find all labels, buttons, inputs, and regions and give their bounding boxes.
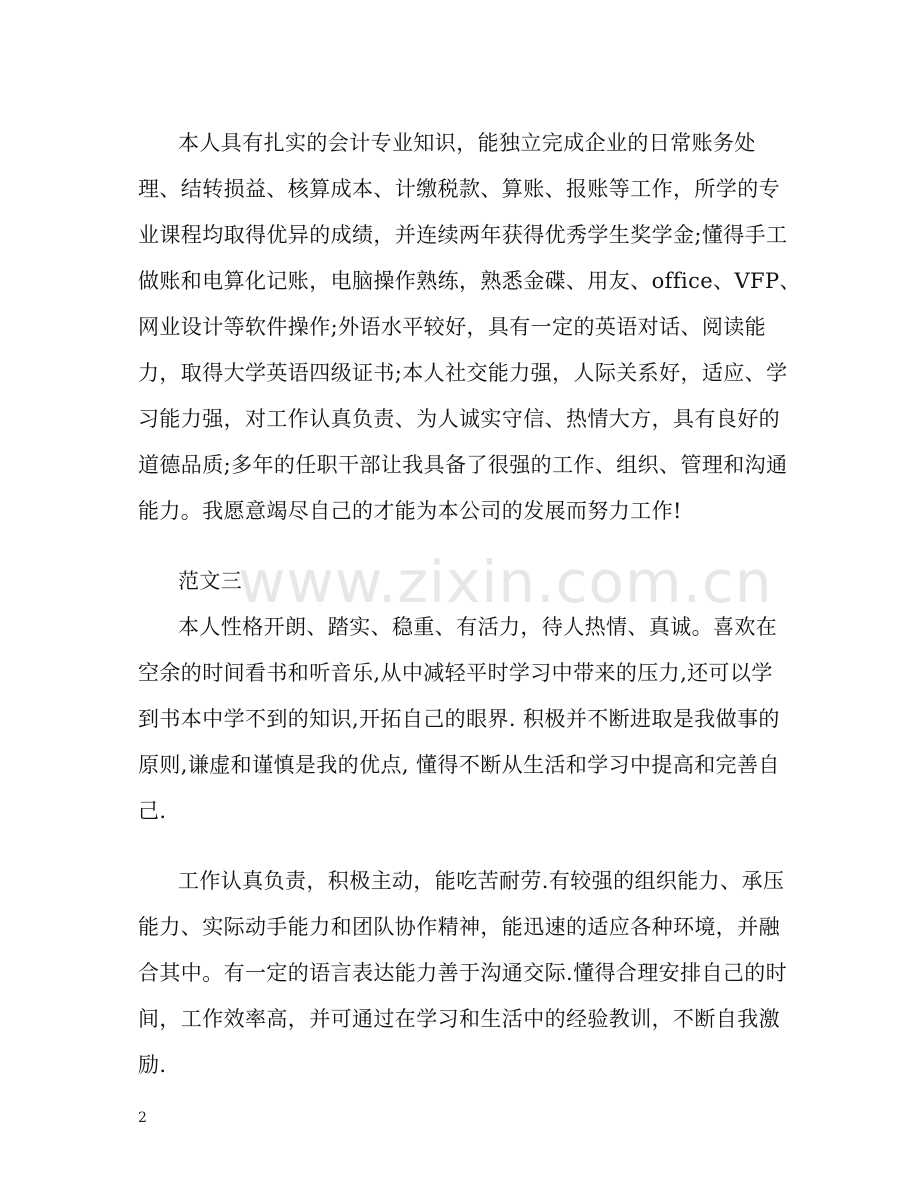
paragraph-accounting-skills — [138, 120, 801, 534]
text-line: 合其中。有一定的语言表达能力善于沟通交际.懂得合理安排自己的时 — [138, 961, 788, 985]
paragraph-gap — [138, 834, 782, 858]
text-line: 己. — [138, 799, 167, 823]
section-heading: 范文三 — [178, 569, 243, 593]
text-line: 业课程均取得优异的成绩，并连续两年获得优秀学生奖学金;懂得手工 — [138, 223, 788, 247]
text-line: 道德品质;多年的任职干部让我具备了很强的工作、组织、管理和沟通 — [138, 453, 788, 477]
text-line: 力，取得大学英语四级证书;本人社交能力强，人际关系好，适应、学 — [138, 361, 788, 385]
paragraph-personality — [138, 604, 782, 834]
text-line: 做账和电算化记账，电脑操作熟练，熟悉金碟、用友、office、VFP、 — [138, 269, 801, 293]
paragraph-work-attitude — [138, 858, 788, 1088]
text-line: 本人具有扎实的会计专业知识，能独立完成企业的日常账务处 — [178, 131, 756, 155]
text-line: 到书本中学不到的知识,开拓自己的眼界. 积极并不断进取是我做事的 — [138, 707, 780, 731]
text-line: 习能力强，对工作认真负责、为人诚实守信、热情大方，具有良好的 — [138, 407, 780, 431]
text-line: 理、结转损益、核算成本、计缴税款、算账、报账等工作，所学的专 — [138, 177, 780, 201]
text-line: 间，工作效率高，并可通过在学习和生活中的经验教训，不断自我激 — [138, 1007, 780, 1031]
text-line: 网业设计等软件操作;外语水平较好，具有一定的英语对话、阅读能 — [138, 315, 767, 339]
paragraph-gap — [138, 534, 782, 558]
text-line: 空余的时间看书和听音乐,从中减轻平时学习中带来的压力,还可以学 — [138, 661, 773, 685]
watermark-text: www.zixin.com.cn — [238, 548, 773, 616]
text-line: 工作认真负责，积极主动，能吃苦耐劳.有较强的组织能力、承压 — [178, 869, 785, 893]
document-body — [138, 120, 801, 1088]
text-line: 能力。我愿意竭尽自己的才能为本公司的发展而努力工作! — [138, 499, 682, 523]
text-line: 本人性格开朗、踏实、稳重、有活力，待人热情、真诚。喜欢在 — [178, 615, 778, 639]
text-line: 原则,谦虚和谨慎是我的优点, 懂得不断从生活和学习中提高和完善自 — [138, 753, 780, 777]
page-number: 2 — [138, 1110, 147, 1126]
text-line: 励. — [138, 1053, 167, 1077]
text-line: 能力、实际动手能力和团队协作精神，能迅速的适应各种环境，并融 — [138, 915, 780, 939]
